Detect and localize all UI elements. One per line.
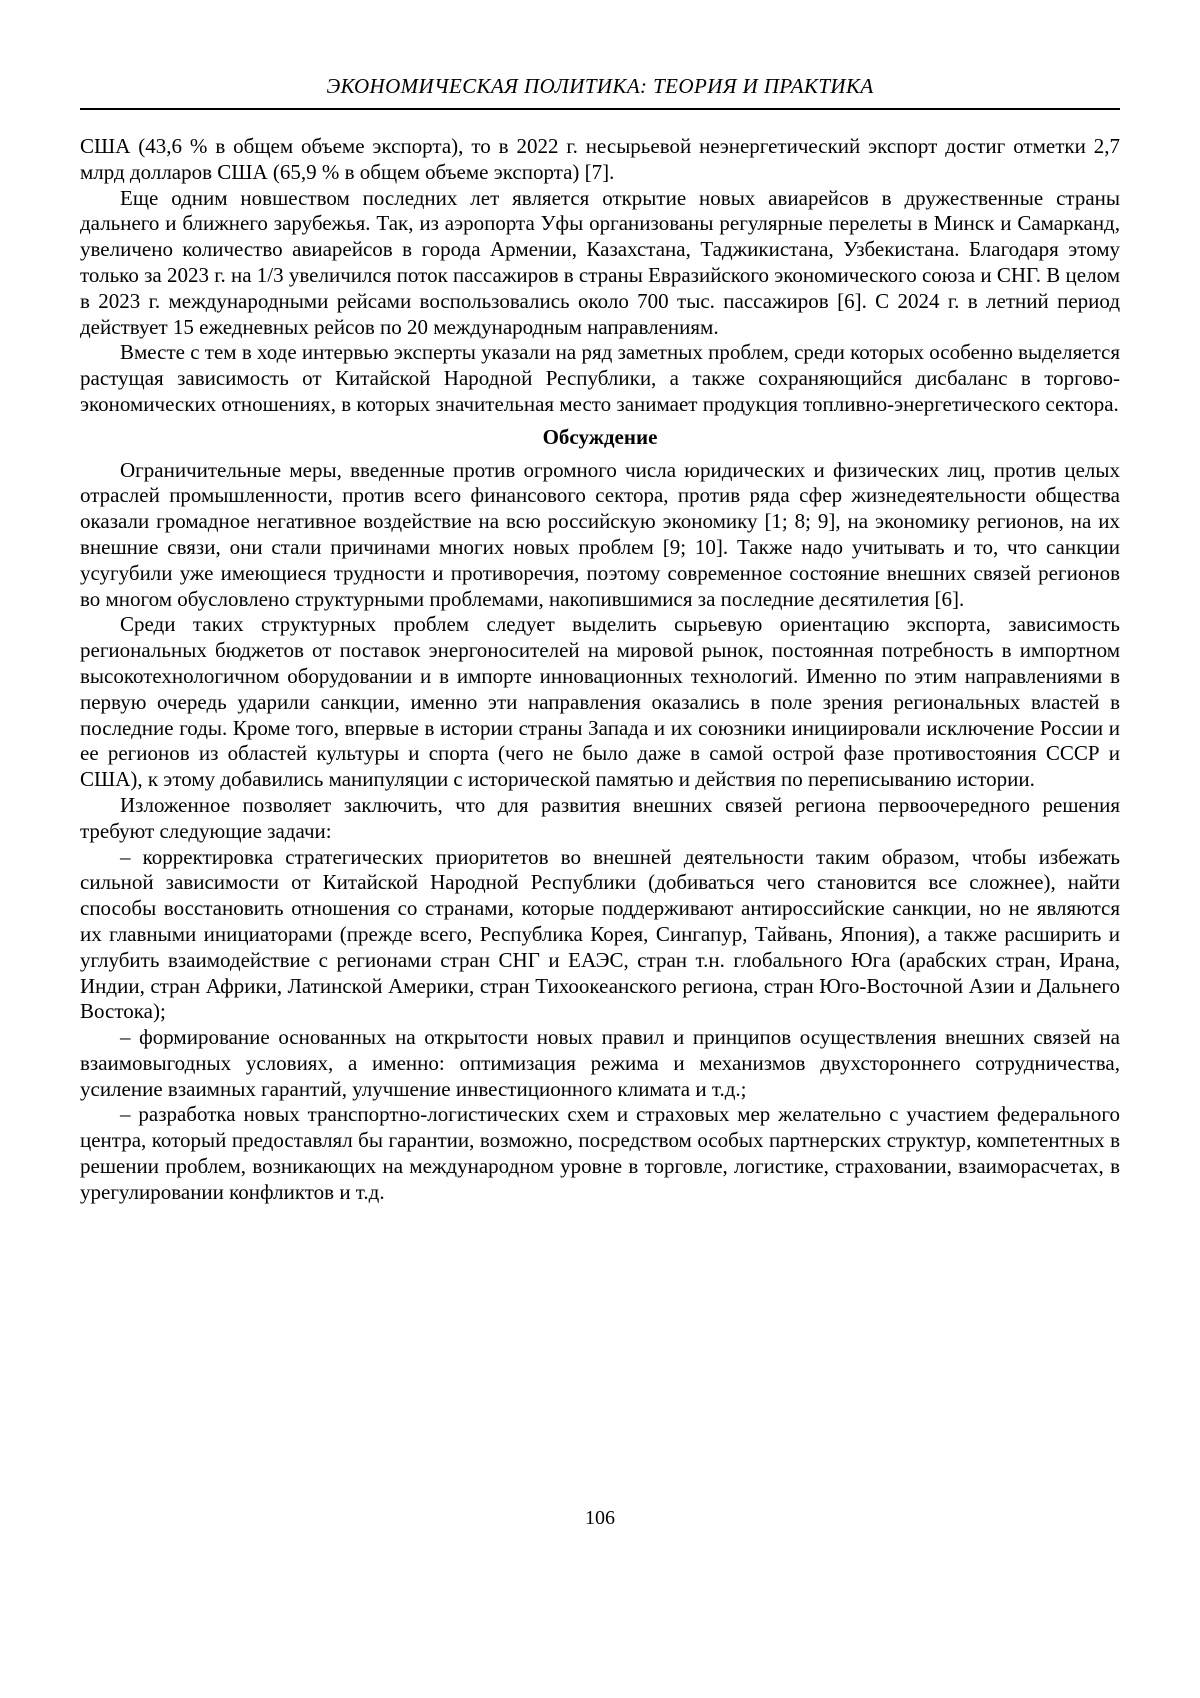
list-item-task: – формирование основанных на открытости новых правил и принципов осуществления внешних связей на взаимовыгодных условиях, а именно: оптимизация режима и механизмов двухстороннего сотрудничества, усиление взаимных гарантий, улучшение инвестиционного климата и т.д.; <box>80 1025 1120 1101</box>
paragraph: Ограничительные меры, введенные против огромного числа юридических и физических лиц, против целых отраслей промышленности, против всего финансового сектора, против ряда сфер жизнедеятельности общества оказали громадное негативное воздействие на всю российскую экономику [1; 8; 9], на экономику регионов, на их внешние связи, они стали причинами многих новых проблем [9; 10]. Также надо учитывать и то, что санкции усугубили уже имеющиеся трудности и противоречия, поэтому современное состояние внешних связей регионов во многом обусловлено структурными проблемами, накопившимися за последние десятилетия [6]. <box>80 457 1120 611</box>
running-title: ЭКОНОМИЧЕСКАЯ ПОЛИТИКА: ТЕОРИЯ И ПРАКТИКА <box>326 74 874 98</box>
paragraph: Вместе с тем в ходе интервью эксперты указали на ряд заметных проблем, среди которых особенно выделяется растущая зависимость от Китайской Народной Республики, а также сохраняющийся дисбаланс в торгово-экономических отношениях, в которых значительная место занимает продукция топливно-энергетического сектора. <box>80 340 1120 416</box>
paragraph: США (43,6 % в общем объеме экспорта), то в 2022 г. несырьевой неэнергетический экспорт достиг отметки 2,7 млрд долларов США (65,9 % в общем объеме экспорта) [7]. <box>80 134 1120 184</box>
header-rule <box>80 108 1120 110</box>
list-item-task: – корректировка стратегических приоритетов во внешней деятельности таким образом, чтобы избежать сильной зависимости от Китайской Народной Республики (добиваться чего становится все сложнее), найти способы восстановить отношения со странами, которые поддерживают антироссийские санкции, но не являются их главными инициаторами (прежде всего, Республика Корея, Сингапур, Тайвань, Япония), а также расширить и углубить взаимодействие с регионами стран СНГ и ЕАЭС, стран т.н. глобального Юга (арабских стран, Ирана, Индии, стран Африки, Латинской Америки, стран Тихоокеанского региона, стран Юго-Восточной Азии и Дальнего Востока); <box>80 844 1120 1024</box>
page-header <box>80 74 1120 110</box>
paragraph: Изложенное позволяет заключить, что для развития внешних связей региона первоочередного решения требуют следующие задачи: <box>80 792 1120 843</box>
list-item-task: – разработка новых транспортно-логистических схем и страховых мер желательно с участием федерального центра, который предоставлял бы гарантии, возможно, посредством особых партнерских структур, компетентных в решении проблем, возникающих на международном уровне в торговле, логистике, страховании, взаиморасчетах, в урегулировании конфликтов и т.д. <box>80 1102 1120 1204</box>
article-body <box>80 134 1120 1206</box>
paragraph: Среди таких структурных проблем следует выделить сырьевую ориентацию экспорта, зависимость региональных бюджетов от поставок энергоносителей на мировой рынок, постоянная потребность в импортном высокотехнологичном оборудовании и в импорте инновационных технологий. Именно по этим направлениями в первую очередь ударили санкции, именно эти направления оказались в поле зрения региональных властей в последние годы. Кроме того, впервые в истории страны Запада и их союзники инициировали исключение России и ее регионов из областей культуры и спорта (чего не было даже в самой острой фазе противостояния СССР и США), к этому добавились манипуляции с исторической памятью и действия по переписыванию истории. <box>80 612 1120 792</box>
section-heading: Обсуждение <box>542 424 658 449</box>
paragraph: Еще одним новшеством последних лет является открытие новых авиарейсов в дружественные страны дальнего и ближнего зарубежья. Так, из аэропорта Уфы организованы регулярные перелеты в Минск и Самарканд, увеличено количество авиарейсов в города Армении, Казахстана, Таджикистана, Узбекистана. Благодаря этому только за 2023 г. на 1/3 увеличился поток пассажиров в страны Евразийского экономического союза и СНГ. В целом в 2023 г. международными рейсами воспользовались около 700 тыс. пассажиров [6]. С 2024 г. в летний период действует 15 ежедневных рейсов по 20 международным направлениям. <box>80 185 1120 339</box>
page-number: 106 <box>585 1507 615 1529</box>
